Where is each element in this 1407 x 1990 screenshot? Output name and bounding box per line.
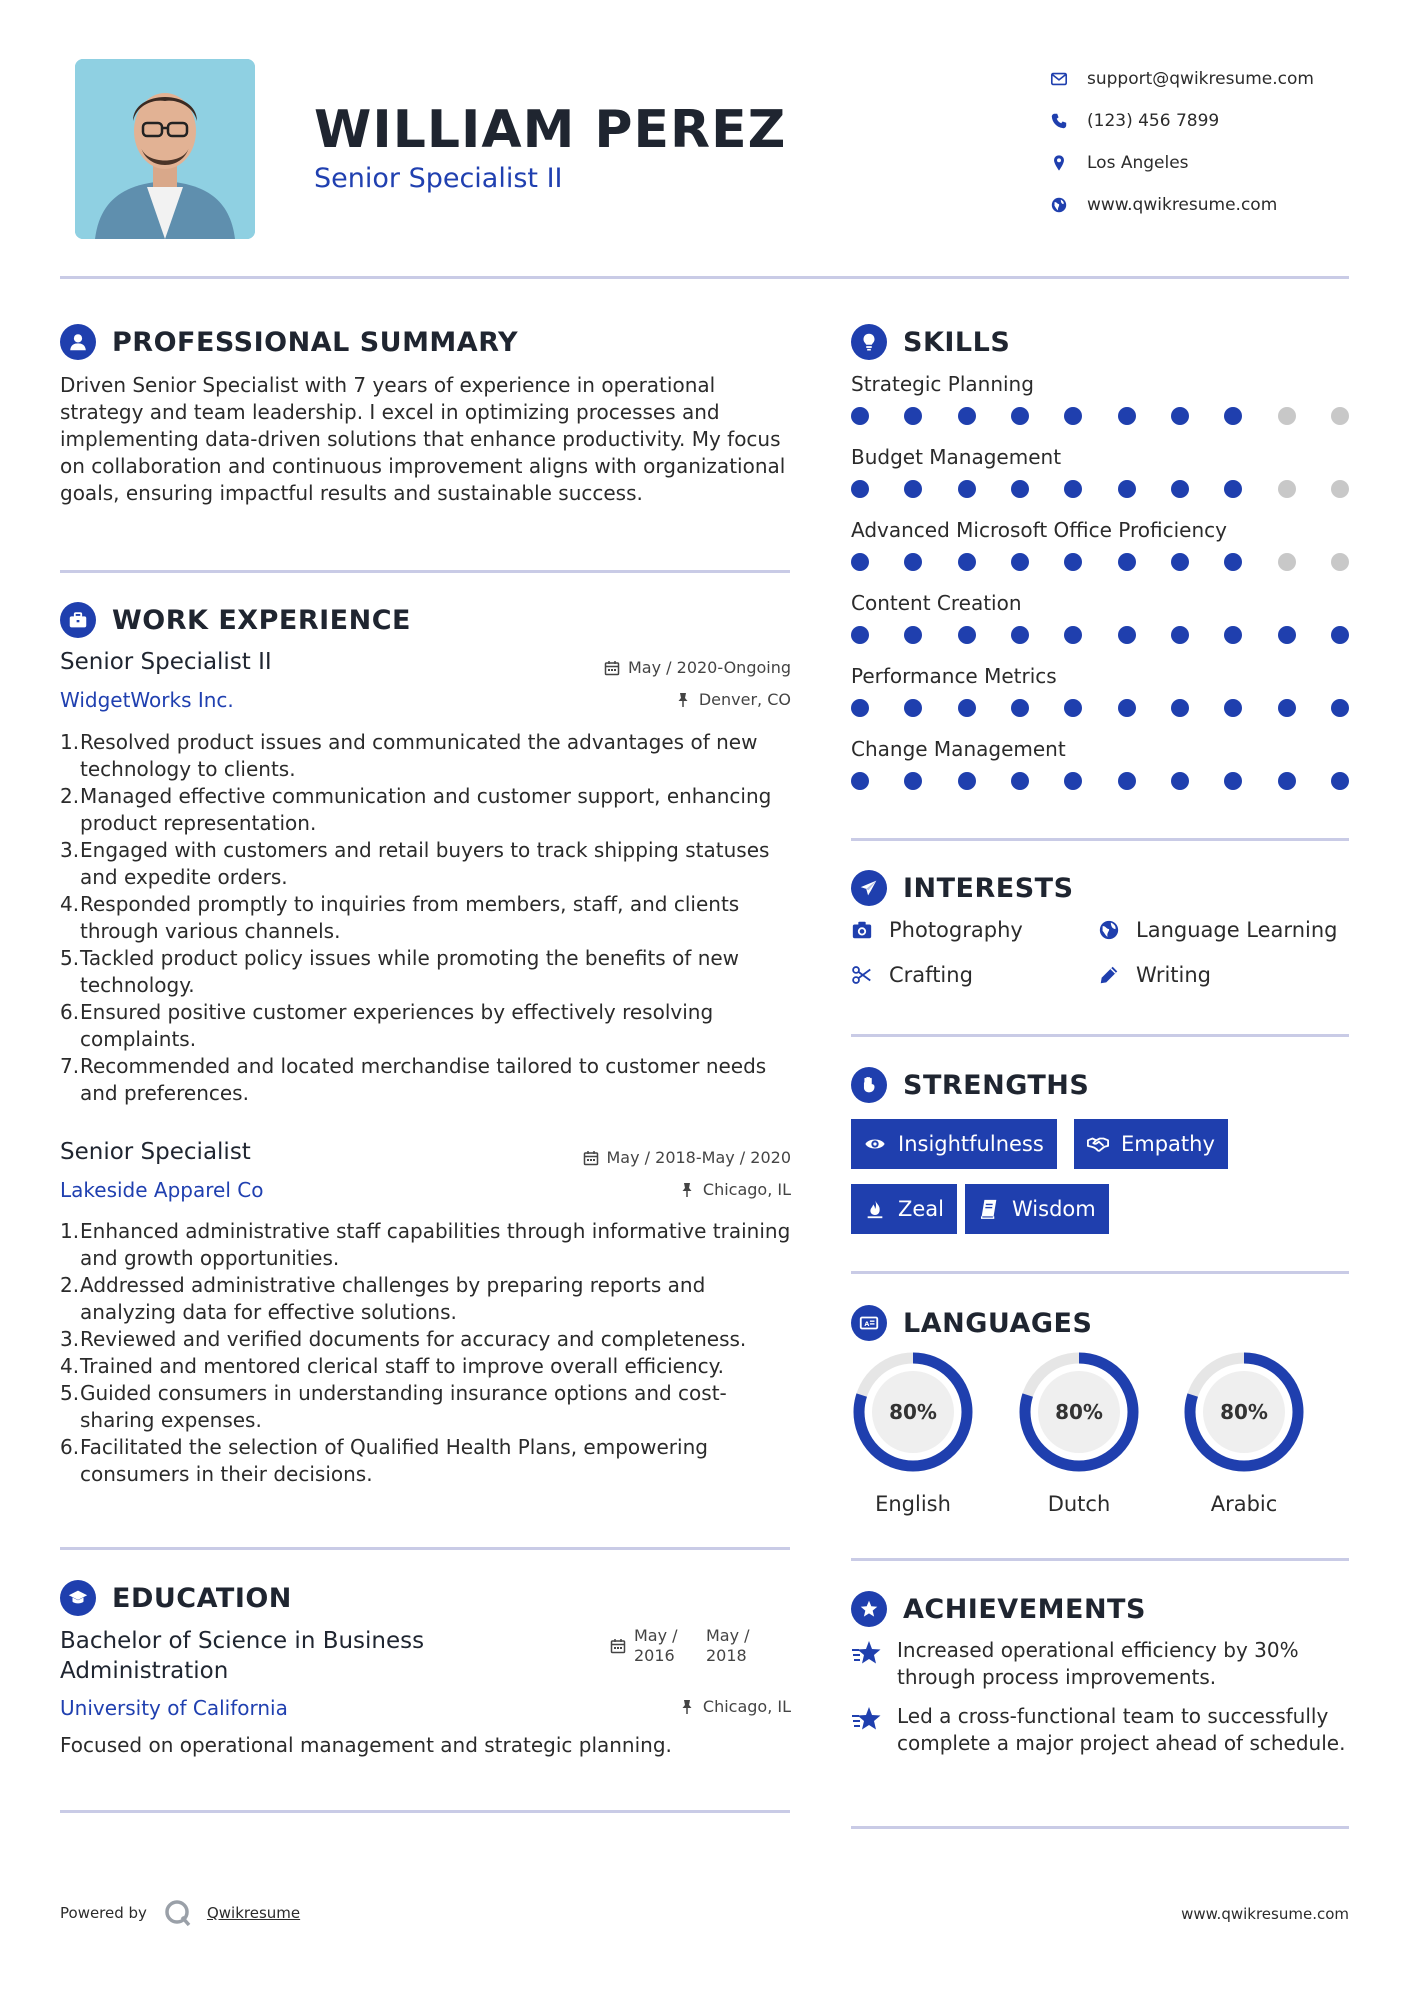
job-company: WidgetWorks Inc. [60, 688, 234, 712]
user-icon [60, 324, 96, 360]
header-divider [60, 276, 1349, 279]
job-dates-text: May / 2020-Ongoing [628, 658, 791, 677]
book-icon [978, 1198, 1000, 1220]
rating-dot-filled [1064, 772, 1082, 790]
education-divider [60, 1810, 790, 1813]
rating-dot-empty [1278, 407, 1296, 425]
powered-by-label: Powered by [60, 1904, 147, 1922]
rating-dot-filled [1011, 480, 1029, 498]
rating-dot-filled [1331, 772, 1349, 790]
skill-rating [851, 553, 1349, 573]
language-name: Dutch [1047, 1492, 1111, 1516]
skills-heading-text: SKILLS [903, 326, 1011, 358]
star-badge-icon [851, 1591, 887, 1627]
svg-text:A: A [864, 1319, 870, 1328]
rating-dot-filled [1118, 553, 1136, 571]
interest-item [1098, 918, 1337, 942]
education-degree: Bachelor of Science in Business Administration [60, 1628, 425, 1684]
language-percent: 80% [889, 1400, 937, 1424]
rating-dot-filled [1331, 699, 1349, 717]
interest-label: Language Learning [1136, 918, 1338, 942]
pushpin-icon [679, 1699, 695, 1715]
rating-dot-filled [1011, 626, 1029, 644]
rating-dot-filled [1224, 626, 1242, 644]
contact-list [1050, 58, 1314, 226]
rating-dot-filled [851, 626, 869, 644]
rating-dot-filled [1224, 480, 1242, 498]
duty-text: Recommended and located merchandise tailored to customer needs and preferences. [80, 1054, 767, 1105]
languages-heading-text: LANGUAGES [903, 1307, 1093, 1339]
language-progress-ring [1017, 1350, 1141, 1474]
rating-dot-filled [851, 553, 869, 571]
interest-item [851, 963, 973, 987]
rating-dot-filled [904, 699, 922, 717]
contact-website[interactable] [1050, 184, 1314, 226]
strength-badge [1074, 1119, 1228, 1169]
rating-dot-filled [1171, 407, 1189, 425]
job-location [679, 1180, 791, 1199]
rating-dot-filled [904, 553, 922, 571]
summary-divider [60, 570, 790, 573]
experience-divider [60, 1547, 790, 1550]
globe-icon [1050, 196, 1068, 214]
strengths-heading-text: STRENGTHS [903, 1069, 1090, 1101]
rating-dot-filled [958, 480, 976, 498]
duty-text: Resolved product issues and communicated the advantages of new technology to clients. [80, 730, 758, 781]
briefcase-icon [60, 602, 96, 638]
skill-name: Strategic Planning [851, 372, 1034, 396]
job-location [675, 690, 791, 709]
job-duties [60, 729, 800, 1107]
duty-text: Responded promptly to inquiries from members, staff, and clients through various channels. [80, 892, 740, 943]
rating-dot-empty [1331, 407, 1349, 425]
rating-dot-filled [851, 699, 869, 717]
job-title: Senior Specialist [60, 1139, 251, 1165]
paper-plane-icon [851, 870, 887, 906]
achievement-item [851, 1637, 1361, 1691]
interests-heading [851, 870, 1074, 906]
rating-dot-filled [1278, 626, 1296, 644]
map-pin-icon [1050, 154, 1068, 172]
rating-dot-filled [1171, 553, 1189, 571]
education-location-text: Chicago, IL [702, 1697, 791, 1716]
rating-dot-filled [1224, 699, 1242, 717]
education-location [679, 1697, 791, 1716]
job-dates-text: May / 2018-May / 2020 [606, 1148, 791, 1167]
rating-dot-filled [958, 407, 976, 425]
contact-location-text: Los Angeles [1087, 153, 1189, 173]
rating-dot-filled [904, 626, 922, 644]
duty-item: 1. Enhanced administrative staff capabilities through informative training and growth opportunities. [60, 1218, 800, 1272]
duty-item: 3. Reviewed and verified documents for accuracy and completeness. [60, 1327, 747, 1351]
candidate-title: Senior Specialist II [314, 163, 563, 194]
qwikresume-link[interactable]: Qwikresume [206, 1904, 301, 1922]
qwikresume-logo-icon [163, 1898, 193, 1928]
graduation-cap-icon [60, 1580, 96, 1616]
duty-text: Facilitated the selection of Qualified Health Plans, empowering consumers in their decisions. [80, 1435, 708, 1486]
pencil-icon [1098, 964, 1120, 986]
rating-dot-filled [1011, 699, 1029, 717]
strength-badge [851, 1119, 1057, 1169]
achievement-item [851, 1703, 1361, 1757]
achievements-heading-text: ACHIEVEMENTS [903, 1593, 1146, 1625]
summary-heading-text: PROFESSIONAL SUMMARY [112, 326, 519, 358]
skill-rating [851, 772, 1349, 792]
rating-dot-filled [851, 407, 869, 425]
rating-dot-filled [958, 772, 976, 790]
calendar-icon [583, 1150, 599, 1166]
strength-label: Insightfulness [898, 1132, 1044, 1156]
interest-label: Photography [889, 918, 1023, 942]
duty-item: 5. Tackled product policy issues while promoting the benefits of new technology. [60, 945, 800, 999]
language-progress-ring [851, 1350, 975, 1474]
language-item [1182, 1350, 1306, 1516]
skill-rating [851, 699, 1349, 719]
education-dates [610, 1626, 754, 1666]
pushpin-icon [675, 692, 691, 708]
rating-dot-filled [1118, 480, 1136, 498]
duty-item: 2. Addressed administrative challenges by preparing reports and analyzing data for effective solutions. [60, 1272, 800, 1326]
envelope-icon [1050, 70, 1068, 88]
education-heading-text: EDUCATION [112, 1582, 292, 1614]
rating-dot-empty [1331, 553, 1349, 571]
rating-dot-filled [1064, 407, 1082, 425]
job-location-text: Denver, CO [698, 690, 791, 709]
rating-dot-filled [904, 480, 922, 498]
rating-dot-filled [1064, 553, 1082, 571]
duty-item: 6. Facilitated the selection of Qualified Health Plans, empowering consumers in their decisions. [60, 1434, 800, 1488]
duty-item: 6. Ensured positive customer experiences by effectively resolving complaints. [60, 999, 800, 1053]
skill-name: Change Management [851, 737, 1066, 761]
rating-dot-filled [1064, 480, 1082, 498]
rating-dot-empty [1278, 480, 1296, 498]
duty-item: 7. Recommended and located merchandise tailored to customer needs and preferences. [60, 1053, 800, 1107]
language-item [851, 1350, 975, 1516]
skills-divider [851, 838, 1349, 841]
duty-text: Managed effective communication and customer support, enhancing product representation. [80, 784, 772, 835]
skill-name: Content Creation [851, 591, 1022, 615]
contact-email[interactable] [1050, 58, 1314, 100]
achievement-text: Led a cross-functional team to successfully complete a major project ahead of schedule. [897, 1704, 1346, 1755]
achievements-divider [851, 1826, 1349, 1829]
rating-dot-filled [1118, 699, 1136, 717]
contact-website-text: www.qwikresume.com [1087, 195, 1278, 215]
star-icon [851, 1705, 883, 1735]
strengths-heading [851, 1067, 1089, 1103]
contact-phone[interactable] [1050, 100, 1314, 142]
rating-dot-filled [1118, 407, 1136, 425]
skill-rating [851, 407, 1349, 427]
duty-item: 1. Resolved product issues and communicated the advantages of new technology to clients. [60, 729, 800, 783]
rating-dot-filled [1118, 626, 1136, 644]
rating-dot-empty [1278, 553, 1296, 571]
rating-dot-filled [851, 772, 869, 790]
interest-item [851, 918, 1023, 942]
interests-heading-text: INTERESTS [903, 872, 1074, 904]
interest-item [1098, 963, 1211, 987]
education-school: University of California [60, 1696, 288, 1720]
rating-dot-filled [1064, 699, 1082, 717]
experience-heading [60, 602, 411, 638]
rating-dot-filled [1278, 772, 1296, 790]
achievements-heading [851, 1591, 1146, 1627]
duty-item: 5. Guided consumers in understanding insurance options and cost-sharing expenses. [60, 1380, 800, 1434]
job-dates [604, 658, 791, 677]
interests-divider [851, 1034, 1349, 1037]
fist-icon [851, 1067, 887, 1103]
job-duties [60, 1218, 800, 1488]
summary-heading [60, 324, 518, 360]
language-percent: 80% [1055, 1400, 1103, 1424]
pushpin-icon [679, 1182, 695, 1198]
rating-dot-filled [904, 772, 922, 790]
rating-dot-filled [1171, 699, 1189, 717]
languages-heading [851, 1305, 1092, 1341]
rating-dot-filled [1331, 626, 1349, 644]
rating-dot-filled [904, 407, 922, 425]
strength-label: Zeal [898, 1197, 945, 1221]
rating-dot-filled [1224, 553, 1242, 571]
star-icon [851, 1639, 883, 1669]
rating-dot-filled [1011, 772, 1029, 790]
education-heading [60, 1580, 292, 1616]
duty-item: 4. Trained and mentored clerical staff to improve overall efficiency. [60, 1354, 724, 1378]
education-end: May / 2018 [706, 1626, 750, 1665]
duty-item: 3. Engaged with customers and retail buyers to track shipping statuses and expedite orders. [60, 837, 800, 891]
job-location-text: Chicago, IL [702, 1180, 791, 1199]
duty-text: Addressed administrative challenges by preparing reports and analyzing data for effective solutions. [80, 1273, 706, 1324]
skill-rating [851, 480, 1349, 500]
rating-dot-filled [958, 553, 976, 571]
skill-name: Performance Metrics [851, 664, 1057, 688]
rating-dot-filled [1278, 699, 1296, 717]
duty-text: Trained and mentored clerical staff to improve overall efficiency. [80, 1354, 724, 1378]
calendar-icon [604, 660, 620, 676]
duty-item: 2. Managed effective communication and customer support, enhancing product representation. [60, 783, 800, 837]
education-description: Focused on operational management and strategic planning. [60, 1733, 672, 1757]
duty-text: Enhanced administrative staff capabilities through informative training and growth opportunities. [80, 1219, 791, 1270]
strengths-divider [851, 1271, 1349, 1274]
strength-badge [965, 1184, 1109, 1234]
language-item [1017, 1350, 1141, 1516]
globe-icon [1098, 919, 1120, 941]
skill-name: Advanced Microsoft Office Proficiency [851, 518, 1227, 542]
language-progress-ring [1182, 1350, 1306, 1474]
education-date-separator [690, 1626, 698, 1666]
eye-icon [864, 1133, 886, 1155]
camera-icon [851, 919, 873, 941]
interest-label: Writing [1136, 963, 1211, 987]
contact-phone-text: (123) 456 7899 [1087, 111, 1220, 131]
fire-icon [864, 1198, 886, 1220]
duty-text: Ensured positive customer experiences by effectively resolving complaints. [80, 1000, 714, 1051]
skill-rating [851, 626, 1349, 646]
rating-dot-filled [1224, 407, 1242, 425]
rating-dot-filled [1118, 772, 1136, 790]
duty-text: Tackled product policy issues while promoting the benefits of new technology. [80, 946, 740, 997]
education-start: May / 2016 [634, 1626, 678, 1665]
strength-label: Wisdom [1012, 1197, 1096, 1221]
duty-item: 4. Responded promptly to inquiries from members, staff, and clients through various channels. [60, 891, 800, 945]
calendar-icon [610, 1638, 626, 1654]
phone-icon [1050, 112, 1068, 130]
rating-dot-filled [958, 626, 976, 644]
language-icon [851, 1305, 887, 1341]
summary-text: Driven Senior Specialist with 7 years of experience in operational strategy and team leadership. I excel in optimizing processes and implementing data-driven solutions that enhance productivity. My focus on collaboration and continuous improvement aligns with organizational goals, ensuring impactful results and sustainable success. [60, 373, 786, 505]
language-name: English [875, 1492, 951, 1516]
job-company: Lakeside Apparel Co [60, 1178, 264, 1202]
languages-divider [851, 1558, 1349, 1561]
skill-name: Budget Management [851, 445, 1062, 469]
duty-text: Engaged with customers and retail buyers to track shipping statuses and expedite orders. [80, 838, 770, 889]
footer-website[interactable]: www.qwikresume.com [1181, 1905, 1349, 1923]
language-name: Arabic [1210, 1492, 1278, 1516]
job-dates [583, 1148, 792, 1167]
interest-label: Crafting [889, 963, 973, 987]
contact-location [1050, 142, 1314, 184]
rating-dot-filled [1171, 480, 1189, 498]
strength-badge [851, 1184, 957, 1234]
achievement-text: Increased operational efficiency by 30% through process improvements. [897, 1638, 1299, 1689]
lightbulb-icon [851, 324, 887, 360]
rating-dot-filled [958, 699, 976, 717]
rating-dot-filled [1171, 772, 1189, 790]
rating-dot-filled [1064, 626, 1082, 644]
duty-text: Reviewed and verified documents for accuracy and completeness. [80, 1327, 747, 1351]
job-title: Senior Specialist II [60, 649, 272, 675]
rating-dot-filled [1224, 772, 1242, 790]
rating-dot-filled [1011, 407, 1029, 425]
strength-label: Empathy [1121, 1132, 1215, 1156]
rating-dot-empty [1331, 480, 1349, 498]
duty-text: Guided consumers in understanding insurance options and cost-sharing expenses. [80, 1381, 727, 1432]
rating-dot-filled [851, 480, 869, 498]
experience-heading-text: WORK EXPERIENCE [112, 604, 411, 636]
footer-powered-by [60, 1898, 300, 1928]
scissors-icon [851, 964, 873, 986]
candidate-name: WILLIAM PEREZ [314, 100, 787, 160]
contact-email-text: support@qwikresume.com [1087, 69, 1314, 89]
language-percent: 80% [1220, 1400, 1268, 1424]
profile-photo [75, 59, 255, 239]
handshake-icon [1087, 1133, 1109, 1155]
rating-dot-filled [1171, 626, 1189, 644]
rating-dot-filled [1011, 553, 1029, 571]
skills-heading [851, 324, 1010, 360]
